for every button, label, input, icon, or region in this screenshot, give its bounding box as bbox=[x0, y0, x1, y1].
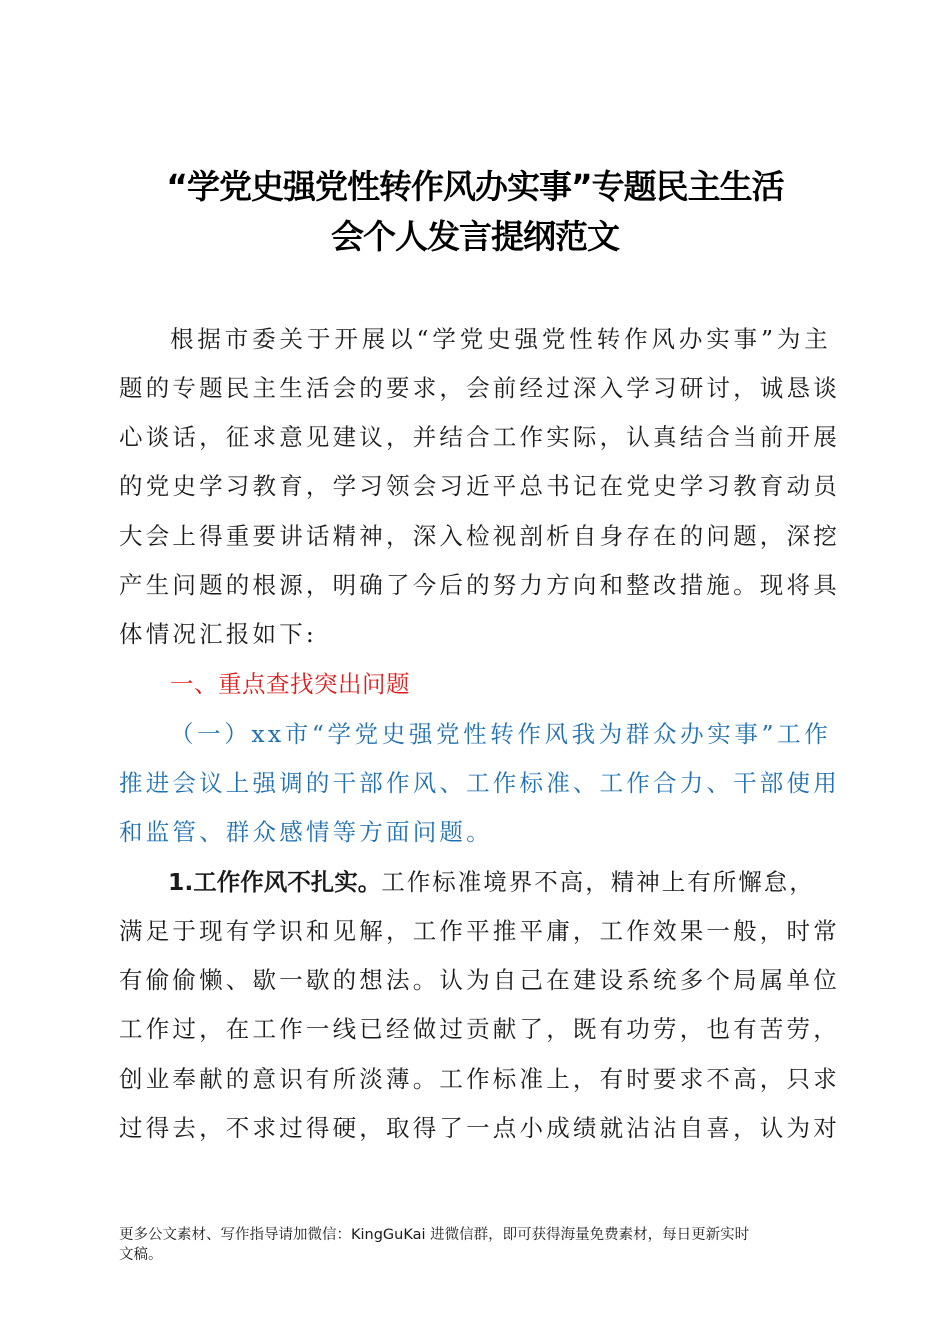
intro-paragraph-line: 的党史学习教育，学习领会习近平总书记在党史学习教育动员 bbox=[119, 472, 840, 500]
intro-paragraph-line: 根据市委关于开展以“学党史强党性转作风办实事”为主 bbox=[170, 325, 831, 353]
subsection-heading-line: 和监管、群众感情等方面问题。 bbox=[119, 818, 493, 846]
intro-paragraph-line: 体情况汇报如下: bbox=[119, 620, 318, 648]
item-1-line: 满足于现有学识和见解，工作平推平庸，工作效果一般，时常 bbox=[119, 917, 840, 945]
item-1-line: 有偷偷懒、歇一歇的想法。认为自己在建设系统多个局属单位 bbox=[119, 966, 840, 994]
subsection-heading-line: （一）xx市“学党史强党性转作风我为群众办实事”工作 bbox=[170, 720, 831, 748]
footer-note-line-1: 更多公文素材、写作指导请加微信：KingGuKai 进微信群，即可获得海量免费素材，每日更新实时 bbox=[119, 1227, 750, 1243]
document-title-line-2: 会个人发言提纲范文 bbox=[331, 217, 619, 256]
item-1-line: 工作过，在工作一线已经做过贡献了，既有功劳，也有苦劳， bbox=[119, 1015, 840, 1043]
item-1-line: 过得去，不求过得硬，取得了一点小成绩就沾沾自喜，认为对 bbox=[119, 1114, 840, 1142]
document-title-line-1: “学党史强党性转作风办实事”专题民主生活 bbox=[166, 167, 784, 206]
intro-paragraph-line: 心谈话，征求意见建议，并结合工作实际，认真结合当前开展 bbox=[119, 423, 840, 451]
intro-paragraph-line: 产生问题的根源，明确了今后的努力方向和整改措施。现将具 bbox=[119, 571, 840, 599]
item-1-lead: 1.工作作风不扎实。 bbox=[168, 868, 382, 896]
section-heading: 一、重点查找突出问题 bbox=[170, 670, 410, 698]
item-1-first-line-text: 工作标准境界不高，精神上有所懈怠， bbox=[381, 868, 815, 896]
intro-paragraph-line: 题的专题民主生活会的要求，会前经过深入学习研讨，诚恳谈 bbox=[119, 374, 840, 402]
item-1-line: 创业奉献的意识有所淡薄。工作标准上，有时要求不高，只求 bbox=[119, 1065, 840, 1093]
subsection-heading-line: 推进会议上强调的干部作风、工作标准、工作合力、干部使用 bbox=[119, 769, 840, 797]
footer-note-line-2: 文稿。 bbox=[119, 1247, 163, 1263]
item-1-first-line bbox=[168, 866, 829, 898]
intro-paragraph-line: 大会上得重要讲话精神，深入检视剖析自身存在的问题，深挖 bbox=[119, 522, 840, 550]
